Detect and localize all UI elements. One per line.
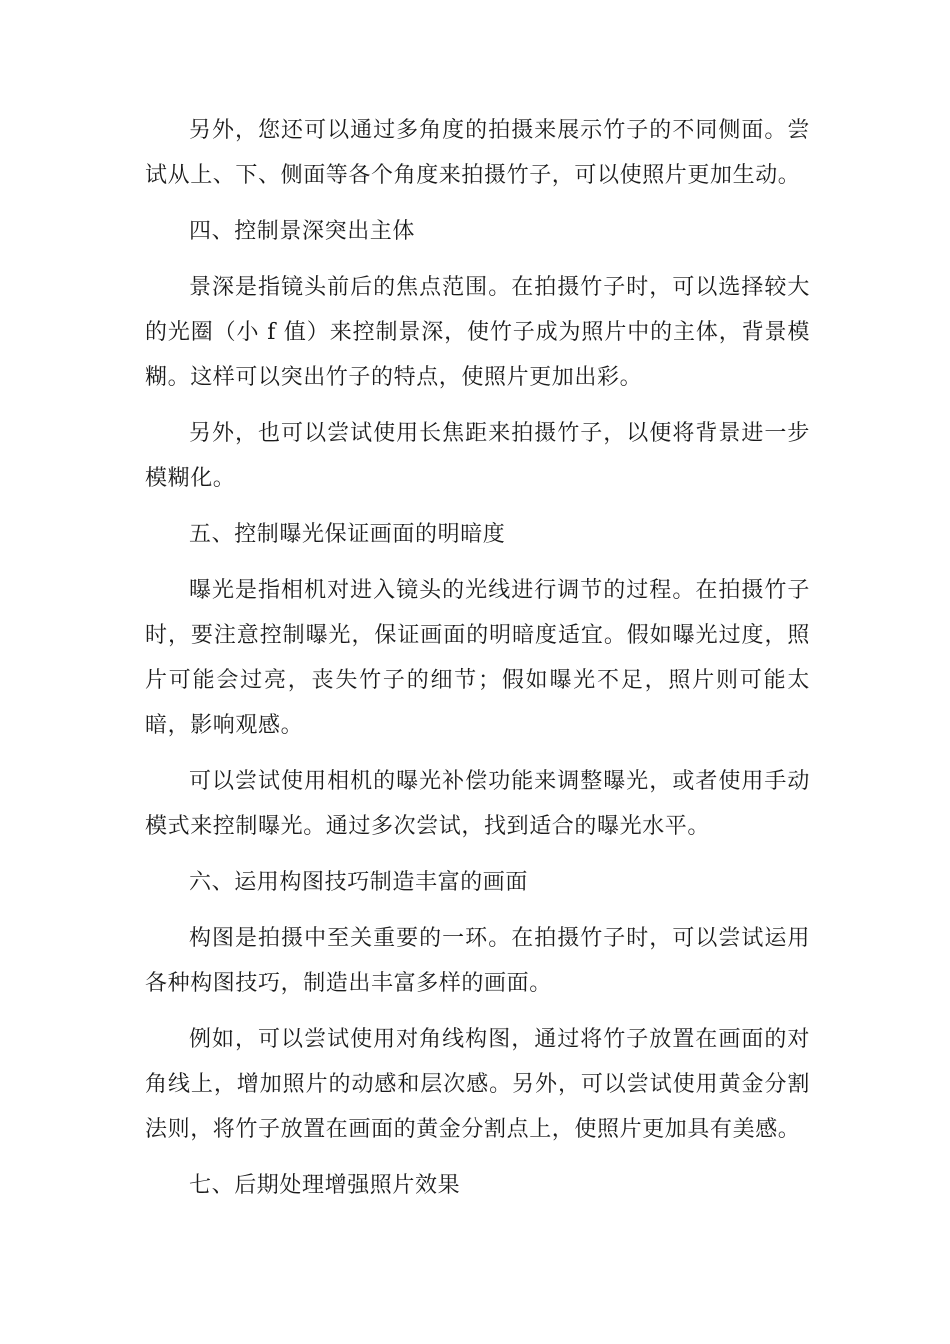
- paragraph-diagonal-golden-ratio: 例如，可以尝试使用对角线构图，通过将竹子放置在画面的对角线上，增加照片的动感和层次感。另外，可以尝试使用黄金分割法则，将竹子放置在画面的黄金分割点上，使照片更加具有美感。: [145, 1027, 810, 1142]
- paragraph-depth-of-field: 景深是指镜头前后的焦点范围。在拍摄竹子时，可以选择较大的光圈（小 f 值）来控制景深，使竹子成为照片中的主体，背景模糊。这样可以突出竹子的特点，使照片更加出彩。: [145, 275, 810, 390]
- section-heading-exposure: 五、控制曝光保证画面的明暗度: [189, 522, 506, 547]
- paragraph-multi-angle: 另外，您还可以通过多角度的拍摄来展示竹子的不同侧面。尝试从上、下、侧面等各个角度来拍摄竹子，可以使照片更加生动。: [145, 118, 810, 188]
- paragraph-exposure: 曝光是指相机对进入镜头的光线进行调节的过程。在拍摄竹子时，要注意控制曝光，保证画面的明暗度适宜。假如曝光过度，照片可能会过亮，丧失竹子的细节；假如曝光不足，照片则可能太暗，影响观感。: [145, 578, 810, 738]
- paragraph-exposure-compensation: 可以尝试使用相机的曝光补偿功能来调整曝光，或者使用手动模式来控制曝光。通过多次尝试，找到适合的曝光水平。: [145, 769, 810, 839]
- document-body: [145, 108, 810, 1219]
- paragraph-telephoto: 另外，也可以尝试使用长焦距来拍摄竹子，以便将背景进一步模糊化。: [145, 421, 810, 491]
- section-heading-depth-of-field: 四、控制景深突出主体: [189, 219, 416, 244]
- paragraph-composition: 构图是拍摄中至关重要的一环。在拍摄竹子时，可以尝试运用各种构图技巧，制造出丰富多样的画面。: [145, 926, 810, 996]
- section-heading-composition: 六、运用构图技巧制造丰富的画面: [189, 870, 529, 895]
- section-heading-post-processing: 七、后期处理增强照片效果: [189, 1173, 461, 1198]
